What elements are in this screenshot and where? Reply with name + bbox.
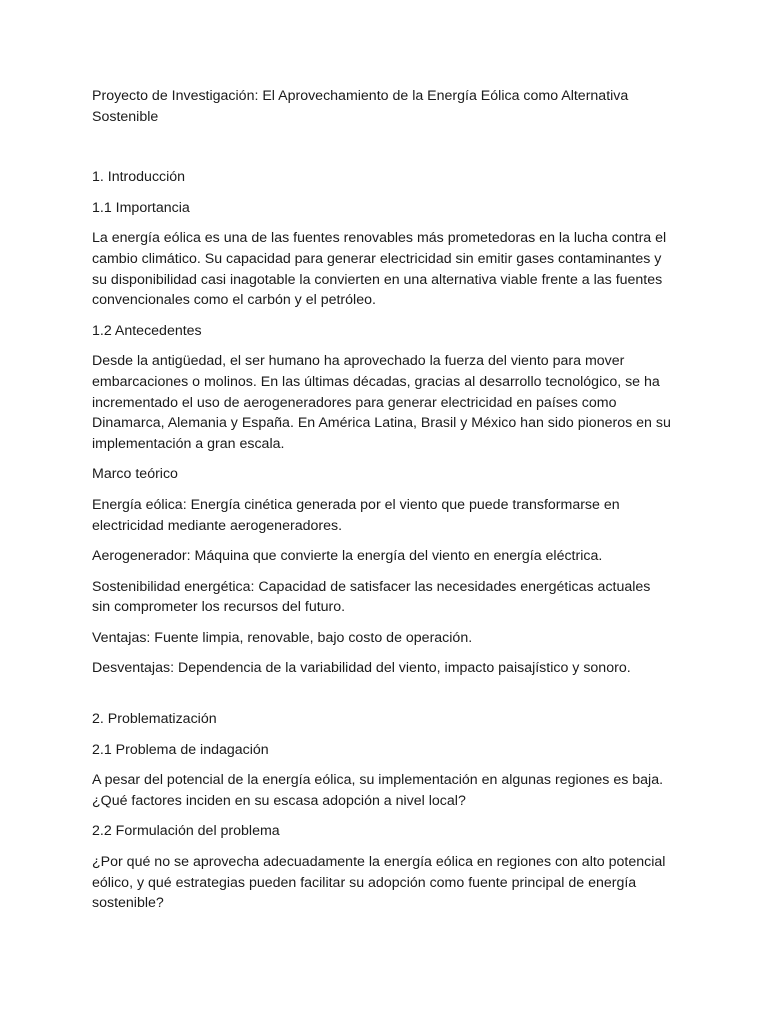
theory-item-wind-energy: Energía eólica: Energía cinética generada por el viento que puede transformarse en electricidad mediante aerogeneradores. xyxy=(92,496,620,534)
section-2-heading: 2. Problematización xyxy=(92,711,217,728)
theory-item-advantages: Ventajas: Fuente limpia, renovable, bajo costo de operación. xyxy=(92,629,473,646)
section-1-2-paragraph: Desde la antigüedad, el ser humano ha aprovechado la fuerza del viento para mover embarcaciones o molinos. En las últimas décadas, gracias al desarrollo tecnológico, se ha incrementado el uso de aerogeneradores para generar electricidad en países como Dinamarca, Alemania y España. En América Latina, Brasil y México han sido pioneros en su implementación a gran escala. xyxy=(92,353,671,452)
section-1-1-paragraph: La energía eólica es una de las fuentes renovables más prometedoras en la lucha contra el cambio climático. Su capacidad para generar electricidad sin emitir gases contaminantes y su disponibilidad casi inagotable la convierten en una alternativa viable frente a las fuentes convencionales como el carbón y el petróleo. xyxy=(92,230,667,309)
theory-item-wind-turbine: Aerogenerador: Máquina que convierte la energía del viento en energía eléctrica. xyxy=(92,548,603,565)
theory-item-sustainability: Sostenibilidad energética: Capacidad de satisfacer las necesidades energéticas actuales sin comprometer los recursos del futuro. xyxy=(92,578,651,616)
document-title: Proyecto de Investigación: El Aprovechamiento de la Energía Eólica como Alternativa Sostenible xyxy=(92,88,629,125)
section-2-2-paragraph: ¿Por qué no se aprovecha adecuadamente la energía eólica en regiones con alto potencial eólico, y qué estrategias pueden facilitar su adopción como fuente principal de energía sostenible? xyxy=(92,854,666,912)
section-1-1-heading: 1.1 Importancia xyxy=(92,199,190,216)
theory-item-disadvantages: Desventajas: Dependencia de la variabilidad del viento, impacto paisajístico y sonoro. xyxy=(92,660,631,677)
theory-heading: Marco teórico xyxy=(92,466,178,483)
section-1-heading: 1. Introducción xyxy=(92,169,186,186)
section-2-1-paragraph: A pesar del potencial de la energía eólica, su implementación en algunas regiones es baja. ¿Qué factores inciden en su escasa adopción a nivel local? xyxy=(92,772,664,809)
section-2-1-heading: 2.1 Problema de indagación xyxy=(92,741,269,758)
section-2-2-heading: 2.2 Formulación del problema xyxy=(92,823,280,840)
section-1-2-heading: 1.2 Antecedentes xyxy=(92,322,202,339)
